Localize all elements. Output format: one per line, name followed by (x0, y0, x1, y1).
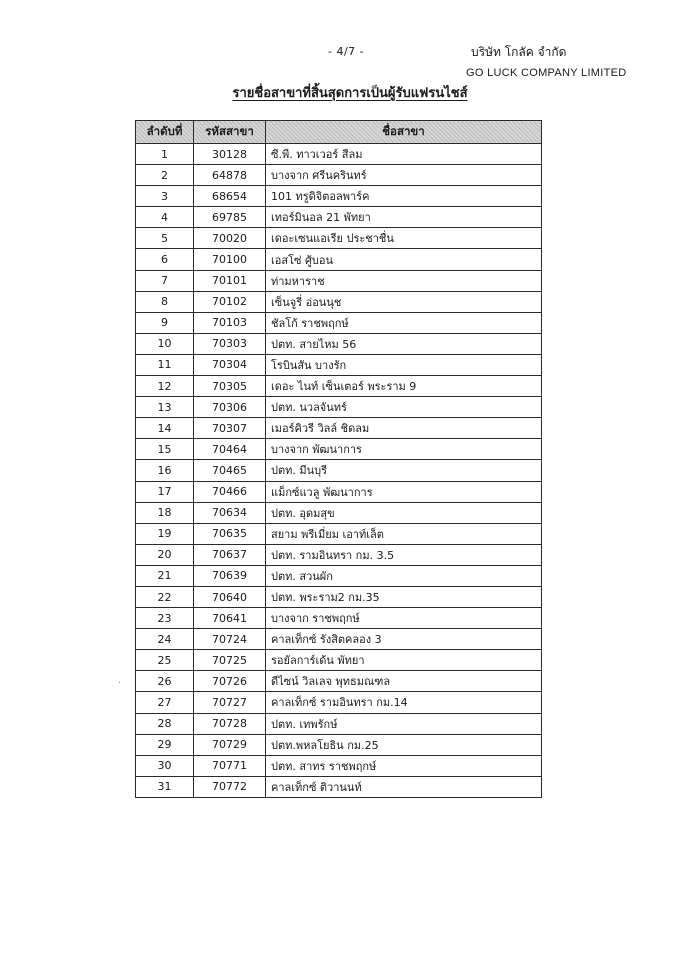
branch-code-cell: 70465 (194, 460, 266, 481)
branch-name-cell: ปตท. เทพรักษ์ (266, 713, 542, 734)
branch-code-cell: 70306 (194, 397, 266, 418)
row-number-cell: 23 (136, 608, 194, 629)
branch-name-cell: เมอร์คิวรี วิลล์ ชิดลม (266, 418, 542, 439)
table-row (136, 418, 542, 439)
table-row (136, 692, 542, 713)
row-number-cell: 13 (136, 397, 194, 418)
table-row (136, 376, 542, 397)
branch-code-cell: 70729 (194, 734, 266, 755)
row-number-cell: 21 (136, 565, 194, 586)
branch-name-cell: แม็กซ์แวลู พัฒนาการ (266, 481, 542, 502)
row-number-cell: 6 (136, 249, 194, 270)
branch-name-cell: ซี.พี. ทาวเวอร์ สีลม (266, 144, 542, 165)
row-number-cell: 17 (136, 481, 194, 502)
branch-code-cell: 70304 (194, 354, 266, 375)
branch-name-cell: เซ็นจูรี่ อ่อนนุช (266, 291, 542, 312)
row-number-cell: 22 (136, 586, 194, 607)
branch-name-cell: ปตท. สาทร ราชพฤกษ์ (266, 755, 542, 776)
row-number-cell: 24 (136, 629, 194, 650)
branch-name-cell: ดีไซน์ วิลเลจ พุทธมณฑล (266, 671, 542, 692)
table-header-row (136, 121, 542, 144)
branch-code-cell: 70726 (194, 671, 266, 692)
branch-name-cell: 101 ทรูดิจิตอลพาร์ค (266, 186, 542, 207)
branch-name-cell: บางจาก พัฒนาการ (266, 439, 542, 460)
row-number-cell: 5 (136, 228, 194, 249)
table-row (136, 460, 542, 481)
table-row (136, 608, 542, 629)
row-number-cell: 19 (136, 523, 194, 544)
branch-name-cell: คาลเท็กซ์ รามอินทรา กม.14 (266, 692, 542, 713)
table-row (136, 734, 542, 755)
branch-code-cell: 70305 (194, 376, 266, 397)
column-header-no: ลำดับที่ (136, 121, 194, 144)
row-number-cell: 1 (136, 144, 194, 165)
table-row (136, 207, 542, 228)
row-number-cell: 29 (136, 734, 194, 755)
branch-name-cell: สยาม พรีเมี่ยม เอาท์เล็ต (266, 523, 542, 544)
branch-name-cell: ปตท. นวลจันทร์ (266, 397, 542, 418)
table-row (136, 291, 542, 312)
branch-name-cell: ปตท. สวนผัก (266, 565, 542, 586)
branch-name-cell: บางจาก ศรีนครินทร์ (266, 165, 542, 186)
table-row (136, 312, 542, 333)
branch-code-cell: 70725 (194, 650, 266, 671)
branch-name-cell: ปตท. สายไหม 56 (266, 333, 542, 354)
branch-code-cell: 69785 (194, 207, 266, 228)
branch-code-cell: 70640 (194, 586, 266, 607)
table-row (136, 144, 542, 165)
branch-name-cell: ปตท. พระราม2 กม.35 (266, 586, 542, 607)
table-row (136, 565, 542, 586)
branch-code-cell: 70307 (194, 418, 266, 439)
branch-name-cell: รอยัลการ์เด้น พัทยา (266, 650, 542, 671)
branch-name-cell: ชัลโก้ ราชพฤกษ์ (266, 312, 542, 333)
column-header-name: ชื่อสาขา (266, 121, 542, 144)
table-row (136, 629, 542, 650)
branch-name-cell: เดอะ ไนท์ เซ็นเตอร์ พระราม 9 (266, 376, 542, 397)
row-number-cell: 15 (136, 439, 194, 460)
table-row (136, 650, 542, 671)
table-row (136, 354, 542, 375)
branch-code-cell: 70634 (194, 502, 266, 523)
branch-code-cell: 70101 (194, 270, 266, 291)
table-body (136, 144, 542, 798)
row-number-cell: 10 (136, 333, 194, 354)
branch-code-cell: 68654 (194, 186, 266, 207)
branch-code-cell: 70303 (194, 333, 266, 354)
branch-name-cell: คาลเท็กซ์ รังสิตคลอง 3 (266, 629, 542, 650)
branch-code-cell: 70100 (194, 249, 266, 270)
branch-name-cell: ปตท. รามอินทรา กม. 3.5 (266, 544, 542, 565)
table-row (136, 755, 542, 776)
branch-code-cell: 70772 (194, 776, 266, 797)
branch-code-cell: 70464 (194, 439, 266, 460)
row-number-cell: 25 (136, 650, 194, 671)
table-row (136, 502, 542, 523)
row-number-cell: 16 (136, 460, 194, 481)
table-row (136, 186, 542, 207)
table-row (136, 713, 542, 734)
branch-name-cell: ท่ามหาราช (266, 270, 542, 291)
row-number-cell: 3 (136, 186, 194, 207)
row-number-cell: 28 (136, 713, 194, 734)
row-number-cell: 9 (136, 312, 194, 333)
branch-name-cell: เอสโซ่ ศู้บอน (266, 249, 542, 270)
branch-name-cell: เดอะเซนแอเรีย ประชาชื่น (266, 228, 542, 249)
row-number-cell: 26 (136, 671, 194, 692)
row-number-cell: 31 (136, 776, 194, 797)
branch-name-cell: ปตท. อุดมสุข (266, 502, 542, 523)
branch-code-cell: 70724 (194, 629, 266, 650)
branch-code-cell: 70639 (194, 565, 266, 586)
branch-name-cell: คาลเท็กซ์ ติวานนท์ (266, 776, 542, 797)
branch-name-cell: โรบินสัน บางรัก (266, 354, 542, 375)
company-name-th: บริษัท โกลัค จำกัด (471, 45, 567, 59)
row-number-cell: 7 (136, 270, 194, 291)
row-number-cell: 2 (136, 165, 194, 186)
branch-code-cell: 70635 (194, 523, 266, 544)
row-number-cell: 12 (136, 376, 194, 397)
table-row (136, 165, 542, 186)
page-number: - 4/7 - (328, 45, 365, 58)
table-row (136, 586, 542, 607)
row-number-cell: 14 (136, 418, 194, 439)
branch-name-cell: ปตท.พหลโยธิน กม.25 (266, 734, 542, 755)
table-row (136, 397, 542, 418)
row-number-cell: 18 (136, 502, 194, 523)
row-number-cell: 27 (136, 692, 194, 713)
branch-code-cell: 70641 (194, 608, 266, 629)
table-row (136, 249, 542, 270)
table-row (136, 228, 542, 249)
branch-code-cell: 70728 (194, 713, 266, 734)
table-row (136, 270, 542, 291)
column-header-code: รหัสสาขา (194, 121, 266, 144)
branch-code-cell: 70466 (194, 481, 266, 502)
table-row (136, 671, 542, 692)
branch-code-cell: 70102 (194, 291, 266, 312)
branch-name-cell: เทอร์มินอล 21 พัทยา (266, 207, 542, 228)
branch-table (135, 120, 542, 798)
branch-code-cell: 70020 (194, 228, 266, 249)
scan-speck: . (118, 676, 121, 686)
row-number-cell: 8 (136, 291, 194, 312)
row-number-cell: 30 (136, 755, 194, 776)
branch-name-cell: บางจาก ราชพฤกษ์ (266, 608, 542, 629)
table-row (136, 481, 542, 502)
table-row (136, 439, 542, 460)
branch-code-cell: 70727 (194, 692, 266, 713)
company-name-en: GO LUCK COMPANY LIMITED (466, 67, 627, 79)
table-row (136, 544, 542, 565)
branch-code-cell: 30128 (194, 144, 266, 165)
branch-code-cell: 70771 (194, 755, 266, 776)
row-number-cell: 20 (136, 544, 194, 565)
table-row (136, 523, 542, 544)
branch-code-cell: 70637 (194, 544, 266, 565)
table-row (136, 776, 542, 797)
branch-code-cell: 64878 (194, 165, 266, 186)
row-number-cell: 11 (136, 354, 194, 375)
branch-code-cell: 70103 (194, 312, 266, 333)
table-row (136, 333, 542, 354)
branch-name-cell: ปตท. มีนบุรี (266, 460, 542, 481)
document-title: รายชื่อสาขาที่สิ้นสุดการเป็นผู้รับแฟรนไชส์ (232, 86, 468, 101)
row-number-cell: 4 (136, 207, 194, 228)
